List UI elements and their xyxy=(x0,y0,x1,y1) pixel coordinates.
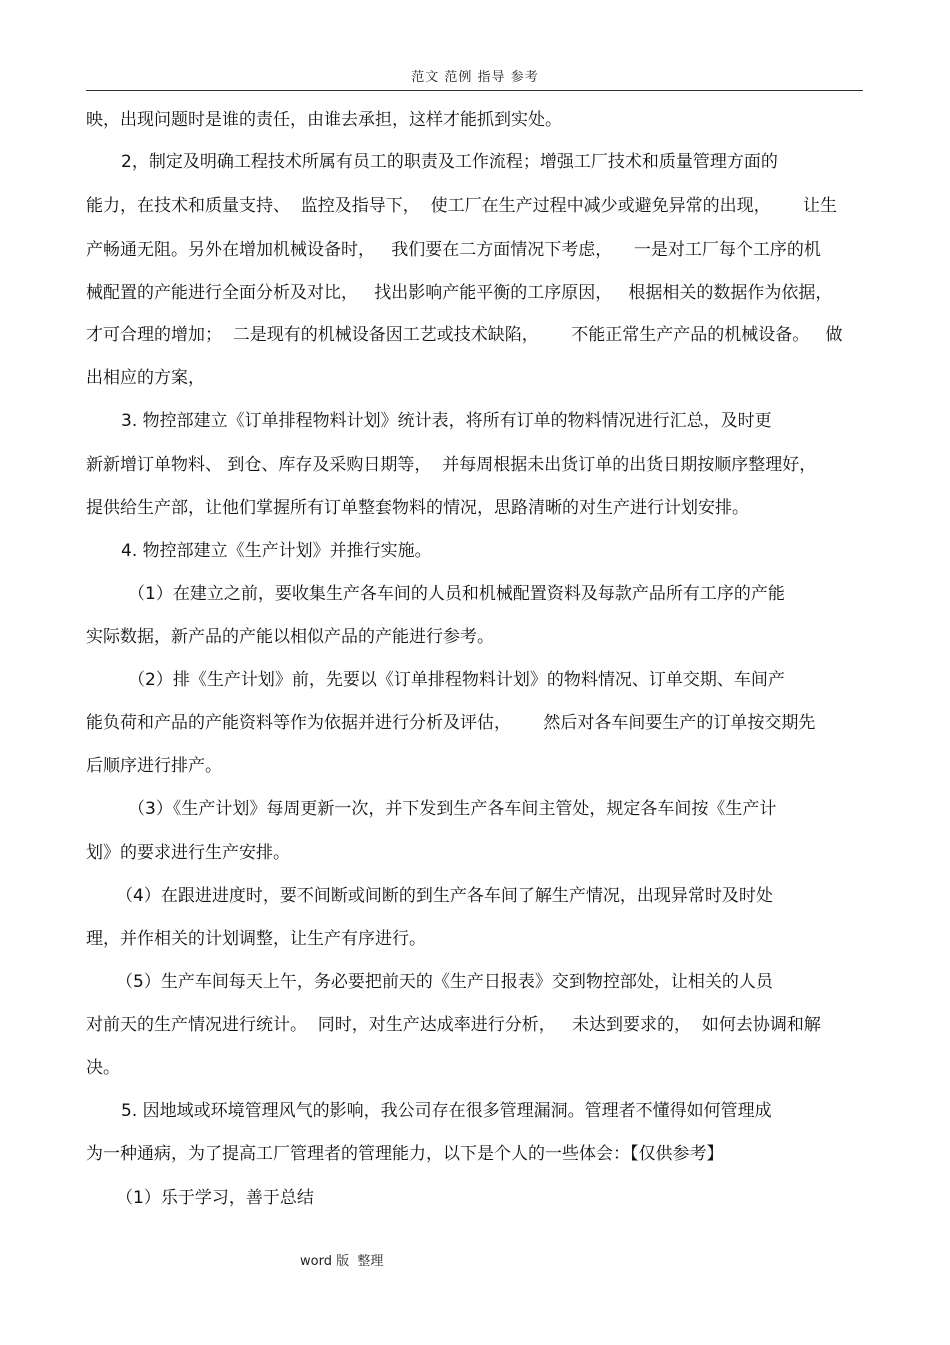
paragraph-line: 实际数据，新产品的产能以相似产品的产能进行参考。 xyxy=(86,627,494,647)
paragraph-line: （2）排《生产计划》前，先要以《订单排程物料计划》的物料情况、订单交期、车间产 xyxy=(128,670,785,690)
paragraph-line: （1）乐于学习，善于总结 xyxy=(116,1188,314,1208)
paragraph-line: 提供给生产部，让他们掌握所有订单整套物料的情况，思路清晰的对生产进行计划安排。 xyxy=(86,498,749,518)
paragraph-line: 为一种通病，为了提高工厂管理者的管理能力，以下是个人的一些体会：【仅供参考】 xyxy=(86,1144,724,1164)
paragraph-line: 新新增订单物料、 到仓、库存及采购日期等， 并每周根据未出货订单的出货日期按顺序整理好， xyxy=(86,455,817,475)
paragraph-line: （3）《生产计划》每周更新一次，并下发到生产各车间主管处，规定各车间按《生产计 xyxy=(128,799,777,819)
paragraph-line: 5. 因地域或环境管理风气的影响，我公司存在很多管理漏洞。管理者不懂得如何管理成 xyxy=(121,1101,772,1121)
paragraph-line: 能负荷和产品的产能资料等作为依据并进行分析及评估， 然后对各车间要生产的订单按交期先 xyxy=(86,713,816,733)
paragraph-line: 对前天的生产情况进行统计。 同时，对生产达成率进行分析， 未达到要求的， 如何去协调和解 xyxy=(86,1015,821,1035)
paragraph-line: 后顺序进行排产。 xyxy=(86,756,222,776)
paragraph-line: 出相应的方案， xyxy=(86,368,205,388)
paragraph-line: 决。 xyxy=(86,1058,120,1078)
paragraph-line: 3. 物控部建立《订单排程物料计划》统计表，将所有订单的物料情况进行汇总，及时更 xyxy=(121,411,772,431)
paragraph-line: （4）在跟进进度时，要不间断或间断的到生产各车间了解生产情况，出现异常时及时处 xyxy=(116,886,773,906)
paragraph-line: 械配置的产能进行全面分析及对比， 找出影响产能平衡的工序原因， 根据相关的数据作为依据， xyxy=(86,283,833,303)
paragraph-line: 划》的要求进行生产安排。 xyxy=(86,843,290,863)
paragraph-line: （1）在建立之前，要收集生产各车间的人员和机械配置资料及每款产品所有工序的产能 xyxy=(128,584,785,604)
paragraph-line: （5）生产车间每天上午，务必要把前天的《生产日报表》交到物控部处，让相关的人员 xyxy=(116,972,773,992)
paragraph-line: 2，制定及明确工程技术所属有员工的职责及工作流程；增强工厂技术和质量管理方面的 xyxy=(121,152,778,172)
paragraph-line: 才可合理的增加； 二是现有的机械设备因工艺或技术缺陷， 不能正常生产产品的机械设备。 做 xyxy=(86,325,843,345)
header-divider xyxy=(86,90,863,91)
page-header: 范文 范例 指导 参考 xyxy=(411,70,539,85)
paragraph-line: 产畅通无阻。另外在增加机械设备时， 我们要在二方面情况下考虑， 一是对工厂每个工序的机 xyxy=(86,240,821,260)
paragraph-line: 能力，在技术和质量支持、 监控及指导下， 使工厂在生产过程中减少或避免异常的出现， 让生 xyxy=(86,196,838,216)
paragraph-line: 映，出现问题时是谁的责任，由谁去承担，这样才能抓到实处。 xyxy=(86,110,562,130)
page-footer: word 版 整理 xyxy=(300,1254,384,1269)
paragraph-line: 理，并作相关的计划调整，让生产有序进行。 xyxy=(86,929,426,949)
paragraph-line: 4. 物控部建立《生产计划》并推行实施。 xyxy=(121,541,432,561)
